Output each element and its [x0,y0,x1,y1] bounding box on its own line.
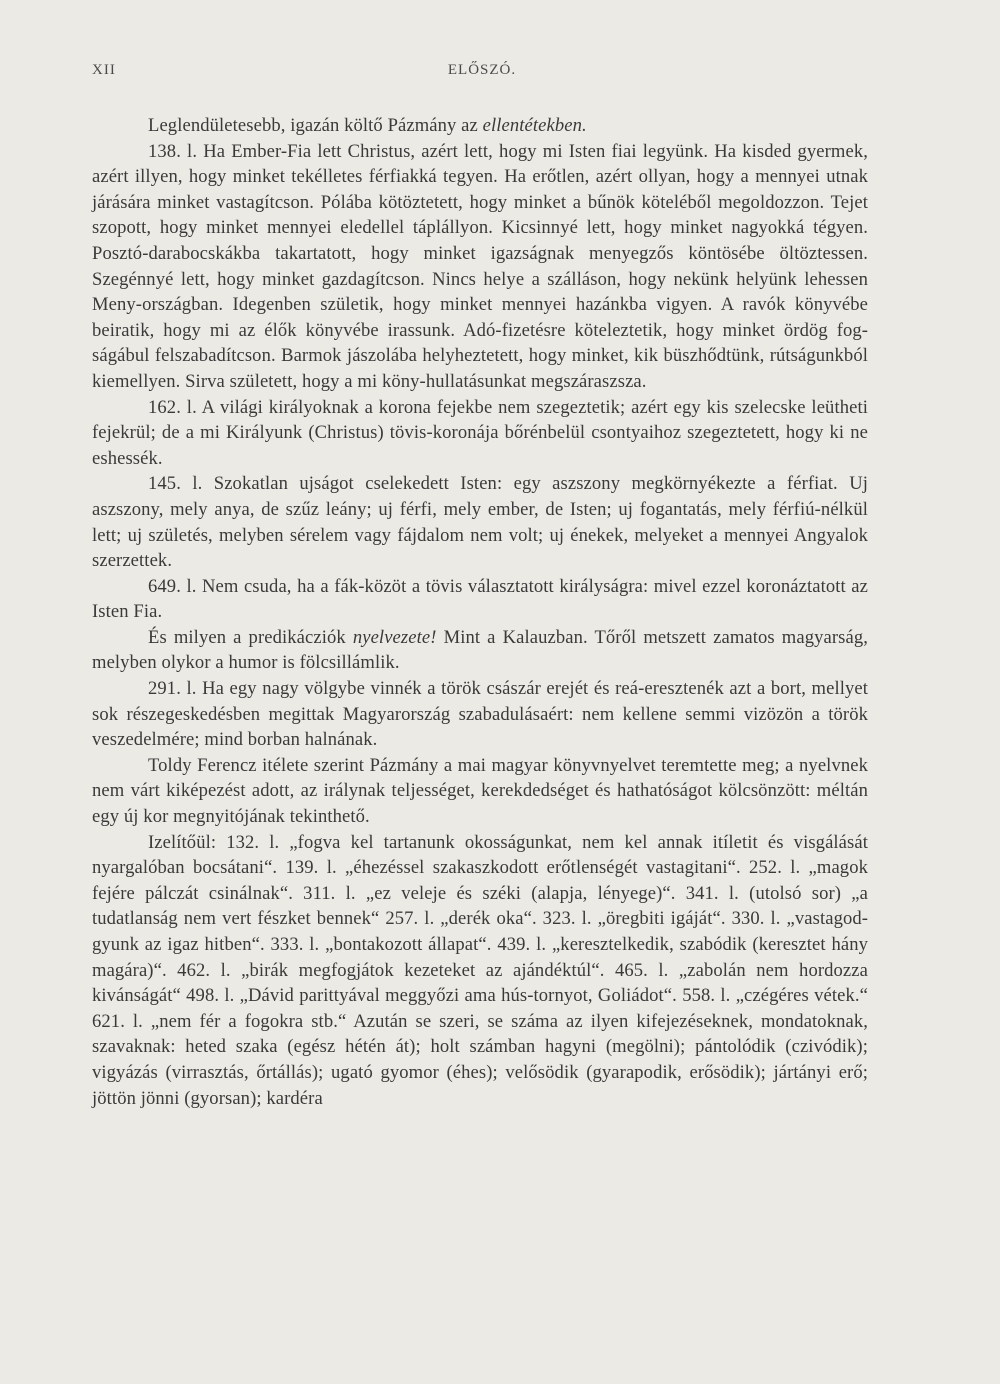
paragraph-649: 649. l. Nem csuda, ha a fák-közöt a tövis választatott királyságra: mivel ezzel koronáztatott az Isten Fia. [92,575,868,623]
paragraph-nyelvezet-italic: nyelvezete! [352,626,437,648]
paragraph-intro-italic: ellentétekben. [482,115,587,136]
paragraph-138: 138. l. Ha Ember-Fia lett Christus, azért lett, hogy mi Isten fiai legyünk. Ha kisded gyermek, azért illyen, hogy minket tekélletes férfiakká tegyen. Ha erőtlen, azért ollyan, hogy a mennyei utnak járására minket vastagítcson. Pólába kötöztetett, hogy minket a bűnök köteléből megoldozzon. Tejet szopott, hogy minket mennyei eledellel táplállyon. Kicsinnyé lett, hogy minket nagyokká tégyen. Posztó-darabocskákba takartatott, hogy minket igazságnak menyegzős köntösébe öltöztessen. Szegénnyé lett, hogy minket gazdagítcson. Nincs helye a szálláson, hogy nekünk helyünk lehessen Meny-országban. Idegenben születik, hogy minket mennyei hazánkba vigyen. A ravók könyvébe beiratik, hogy mi az élők könyvébe irassunk. Adó-fizetésre köteleztetik, hogy minket ördög fogságábul felszabadítcson. Barmok jászolába helyheztetett, hogy minket, kik büszhődtünk, rútságunkból kiemellyen. Sirva született, hogy a mi köny-hullatásunkat megszáraszsza. [92,140,868,392]
paragraph-nyelvezet [92,625,868,676]
paragraph-nyelvezet-a: És milyen a predikácziók [148,626,353,648]
paragraph-nyelvezet-c: Mint a Kalauzban. Tőről metszett zamatos magyarság, melyben olykor a humor is fölcsillámlik. [92,626,868,674]
paragraph-izelito: Izelítőül: 132. l. „fogva kel tartanunk okosságunkat, nem kel annak itíletit és visgálását nyargalóban bocsátani“. 139. l. „éhezéssel szakaszkodott erőtlenségét vastagitani“. 252. l. „magok fejére pálczát csinálnak“. 311. l. „ez veleje és széki (alapja, lényege)“. 341. l. (utolsó sor) „a tudatlanság nem vert fészket bennek“ 257. l. „derék oka“. 323. l. „öregbiti igáját“. 330. l. „vastagodgyunk az igaz hitben“. 333. l. „bontakozott állapat“. 439. l. „keresztelkedik, szabódik (keresztet hány magára)“. 462. l. „birák megfogjátok kezeteket az ajándéktúl“. 465. l. „zabolán nem hordozza kivánságát“ 498. l. „Dávid parittyával meggyőzi ama hús-tornyot, Goliádot“. 558. l. „czégéres vétek.“ 621. l. „nem fér a fogokra stb.“ Azután se szeri, se száma az ilyen kifejezéseknek, mondatoknak, szavaknak: heted szaka (egész hétén át); holt számban hagyni (megölni); pántolódik (czivódik); vigyázás (virrasztás, őrtállás); ugató gyomor (éhes); velősödik (gyarapodik, erősödik); jártányi erő; jöttön jönni (gyorsan); kardéra [92,831,868,1109]
paragraph-162: 162. l. A világi királyoknak a korona fejekbe nem szegeztetik; azért egy kis szelecske leütheti fejekrül; de a mi Királyunk (Christus) tövis-koronája bőrénbelül csontyaihoz szegeztetett, hogy ki ne eshessék. [92,396,868,469]
running-title: ELŐSZÓ. [447,62,517,78]
paragraph-toldy: Toldy Ferencz itélete szerint Pázmány a mai magyar könyvnyelvet teremtette meg; a nyelvnek nem várt kiképezést adott, az irálynak teljességet, kerekdedséget és hathatóságot kölcsönzött: méltán egy új kor megnyitójának tekinthető. [92,754,868,828]
body-text [92,113,868,1111]
paragraph-145: 145. l. Szokatlan ujságot cselekedett Isten: egy aszszony megkörnyékezte a férfiat. Uj aszszony, mely anya, de szűz leány; uj férfi, mely ember, de Isten; uj fogantatás, mely férfiú-nélkül lett; uj születés, melyben sérelem vagy fájdalom nem volt; uj énekek, melyeket a mennyei Angyalok szerzettek. [92,473,868,572]
paragraph-intro [92,113,868,139]
page-number: XII [92,62,116,78]
paragraph-291: 291. l. Ha egy nagy völgybe vinnék a török császár erejét és reá-eresztenék azt a bort, mellyet sok részegeskedésben megittak Magyarország szabadulásaért: nem kellene semmi vizözön a török veszedelmére; mind borban halnának. [92,678,868,751]
paragraph-intro-text: Leglendületesebb, igazán költő Pázmány az [148,115,483,136]
